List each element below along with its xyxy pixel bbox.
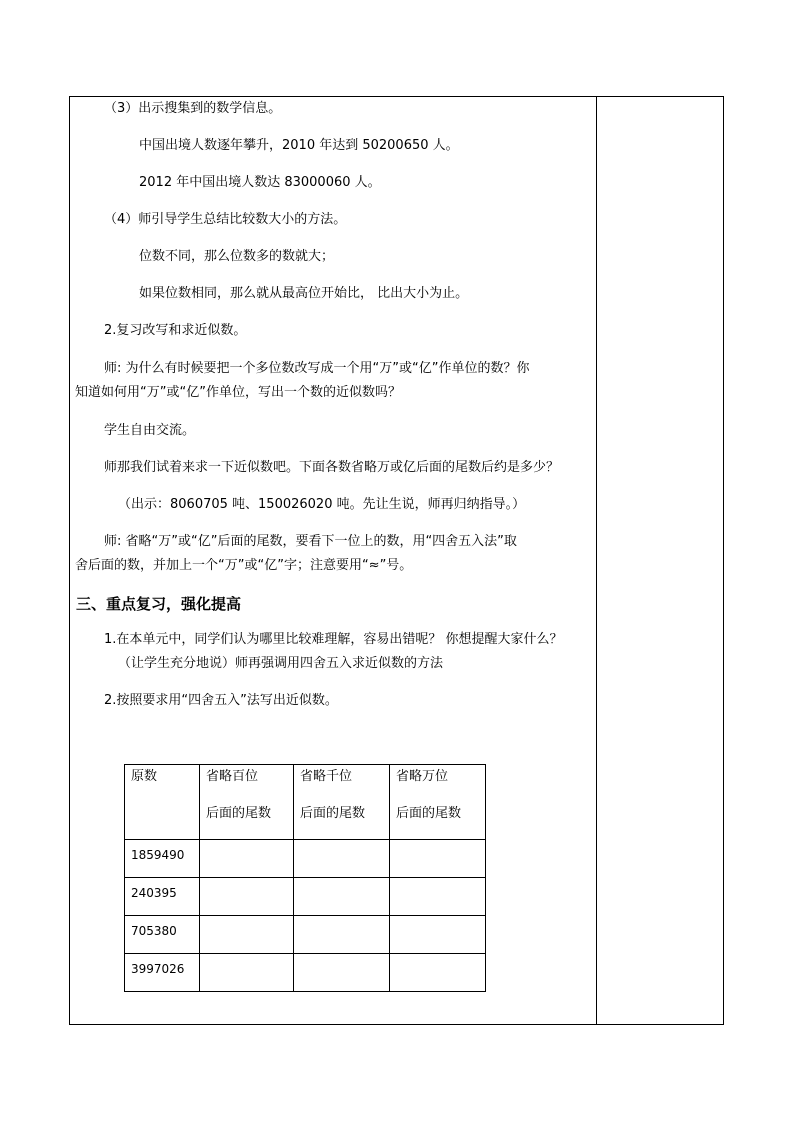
table-header-row bbox=[125, 765, 486, 840]
answer-cell[interactable] bbox=[294, 840, 390, 878]
answer-cell[interactable] bbox=[390, 954, 486, 992]
rule-line-2: 如果位数相同，那么就从最高位开始比， 比出大小为止。 bbox=[139, 286, 469, 301]
answer-cell[interactable] bbox=[200, 954, 294, 992]
answer-cell[interactable] bbox=[294, 916, 390, 954]
rule-line-1: 位数不同，那么位数多的数就大； bbox=[139, 249, 335, 264]
step-3-line: （3）出示搜集到的数学信息。 bbox=[104, 101, 282, 116]
original-number-cell: 3997026 bbox=[125, 954, 200, 992]
answer-cell[interactable] bbox=[200, 916, 294, 954]
teacher-question-line-1: 师: 为什么有时候要把一个多位数改写成一个用“万”或“亿”作单位的数？你 bbox=[104, 361, 530, 376]
column-divider bbox=[596, 96, 597, 1025]
student-exchange-line: 学生自由交流。 bbox=[104, 423, 196, 438]
answer-cell[interactable] bbox=[294, 878, 390, 916]
table-row bbox=[125, 954, 486, 992]
original-number-cell: 240395 bbox=[125, 878, 200, 916]
section-2-line: 2.复习改写和求近似数。 bbox=[104, 323, 247, 338]
table-row bbox=[125, 916, 486, 954]
answer-cell[interactable] bbox=[200, 840, 294, 878]
rounding-table bbox=[124, 764, 486, 992]
header-cell-original: 原数 bbox=[125, 765, 200, 840]
original-number-cell: 1859490 bbox=[125, 840, 200, 878]
step-4-line: （4）师引导学生总结比较数大小的方法。 bbox=[104, 212, 347, 227]
review-question-line-1: 1.在本单元中，同学们认为哪里比较难理解，容易出错呢？ 你想提醒大家什么？ bbox=[104, 632, 563, 647]
display-note-line: （出示：8060705 吨、150026020 吨。先让生说，师再归纳指导。） bbox=[118, 497, 526, 512]
answer-cell[interactable] bbox=[200, 878, 294, 916]
table-row bbox=[125, 840, 486, 878]
answer-cell[interactable] bbox=[294, 954, 390, 992]
answer-cell[interactable] bbox=[390, 840, 486, 878]
teacher-question-line-2: 知道如何用“万”或“亿”作单位，写出一个数的近似数吗？ bbox=[75, 385, 401, 400]
header-cell-ten-thousands: 省略万位 后面的尾数 bbox=[390, 765, 486, 840]
info-line-2010: 中国出境人数逐年攀升，2010 年达到 50200650 人。 bbox=[139, 138, 459, 153]
answer-cell[interactable] bbox=[390, 916, 486, 954]
table-row bbox=[125, 878, 486, 916]
info-line-2012: 2012 年中国出境人数达 83000060 人。 bbox=[139, 175, 381, 190]
header-cell-thousands: 省略千位 后面的尾数 bbox=[294, 765, 390, 840]
header-cell-hundreds: 省略百位 后面的尾数 bbox=[200, 765, 294, 840]
teacher-explain-line-1: 师: 省略“万”或“亿”后面的尾数，要看下一位上的数，用“四舍五入法”取 bbox=[104, 534, 517, 549]
teacher-explain-line-2: 舍后面的数，并加上一个“万”或“亿”字；注意要用“≈”号。 bbox=[75, 558, 413, 573]
original-number-cell: 705380 bbox=[125, 916, 200, 954]
answer-cell[interactable] bbox=[390, 878, 486, 916]
review-question-line-2: （让学生充分地说）师再强调用四舍五入求近似数的方法 bbox=[118, 656, 444, 671]
section-3-heading: 三、重点复习，强化提高 bbox=[76, 595, 242, 613]
teacher-prompt-line: 师那我们试着来求一下近似数吧。下面各数省略万或亿后面的尾数后约是多少？ bbox=[104, 460, 560, 475]
exercise-instruction-line: 2.按照要求用“四舍五入”法写出近似数。 bbox=[104, 693, 338, 708]
